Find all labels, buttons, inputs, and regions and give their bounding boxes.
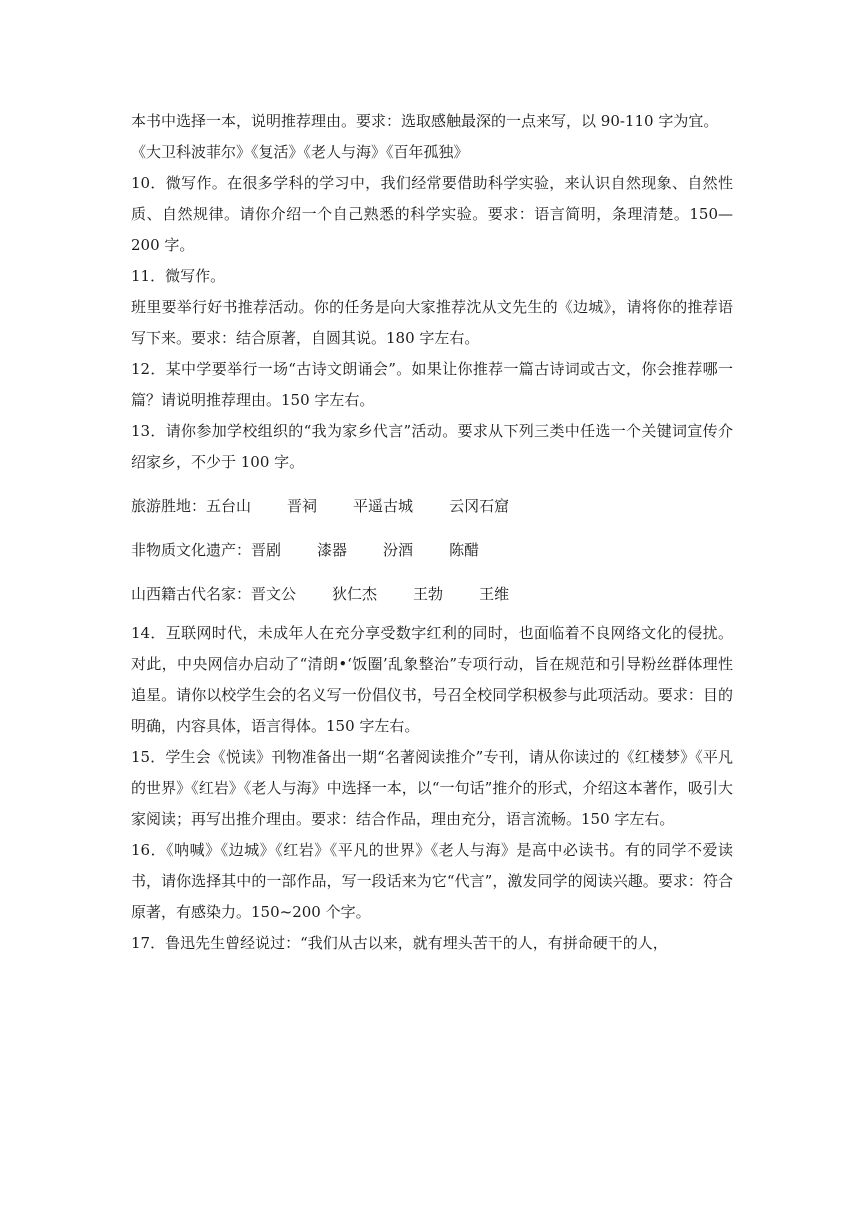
keyword: 陈醋 bbox=[449, 541, 480, 559]
book-list: 《大卫科波菲尔》《复活》《老人与海》《百年孤独》 bbox=[131, 143, 469, 161]
category-label: 旅游胜地： bbox=[131, 497, 207, 515]
category-tourism bbox=[131, 491, 733, 522]
question-11-title: 11．微写作。 bbox=[131, 267, 226, 285]
question-12: 12．某中学要举行一场“古诗文朗诵会”。如果让你推荐一篇古诗词或古文，你会推荐哪一篇？请说明推荐理由。150 字左右。 bbox=[131, 360, 733, 409]
keyword: 五台山 bbox=[206, 497, 252, 515]
category-label: 非物质文化遗产： bbox=[131, 541, 252, 559]
question-17: 17．鲁迅先生曾经说过：“我们从古以来，就有埋头苦干的人，有拼命硬干的人， bbox=[131, 934, 668, 952]
keyword: 晋文公 bbox=[251, 585, 297, 603]
category-famous-people bbox=[131, 579, 733, 610]
category-heritage bbox=[131, 535, 733, 566]
question-11-body: 班里要举行好书推荐活动。你的任务是向大家推荐沈从文先生的《边城》，请将你的推荐语写下来。要求：结合原著，自圆其说。180 字左右。 bbox=[131, 298, 733, 347]
keyword: 王勃 bbox=[413, 585, 444, 603]
keyword: 云冈石窟 bbox=[449, 497, 510, 515]
keyword: 汾酒 bbox=[383, 541, 414, 559]
keyword: 平遥古城 bbox=[353, 497, 414, 515]
keyword: 漆器 bbox=[317, 541, 348, 559]
document-page bbox=[131, 106, 733, 959]
category-label: 山西籍古代名家： bbox=[131, 585, 252, 603]
question-16: 16．《呐喊》《边城》《红岩》《平凡的世界》《老人与海》是高中必读书。有的同学不爱读书，请你选择其中的一部作品，写一段话来为它“代言”，激发同学的阅读兴趣。要求：符合原著，有感染力。150~200 个字。 bbox=[131, 841, 733, 921]
keyword: 晋祠 bbox=[287, 497, 318, 515]
question-15: 15．学生会《悦读》刊物准备出一期“名著阅读推介”专刊，请从你读过的《红楼梦》《平凡的世界》《红岩》《老人与海》中选择一本，以“一句话”推介的形式，介绍这本著作，吸引大家阅读；再写出推介理由。要求：结合作品，理由充分，语言流畅。150 字左右。 bbox=[131, 748, 733, 828]
question-10: 10．微写作。在很多学科的学习中，我们经常要借助科学实验，来认识自然现象、自然性质、自然规律。请你介绍一个自己熟悉的科学实验。要求：语言简明，条理清楚。150—200 字。 bbox=[131, 174, 733, 254]
keyword: 王维 bbox=[479, 585, 510, 603]
question-14: 14．互联网时代，未成年人在充分享受数字红利的同时，也面临着不良网络文化的侵扰。对此，中央网信办启动了“清朗•‘饭圈’乱象整治”专项行动，旨在规范和引导粉丝群体理性追星。请你以校学生会的名义写一份倡仪书，号召全校同学积极参与此项活动。要求：目的明确，内容具体，语言得体。150 字左右。 bbox=[131, 624, 733, 735]
keyword: 狄仁杰 bbox=[332, 585, 378, 603]
keyword: 晋剧 bbox=[251, 541, 282, 559]
question-13: 13．请你参加学校组织的“我为家乡代言”活动。要求从下列三类中任选一个关键词宣传介绍家乡，不少于 100 字。 bbox=[131, 422, 733, 471]
paragraph-intro: 本书中选择一本，说明推荐理由。要求：选取感触最深的一点来写，以 90-110 字为宜。 bbox=[131, 112, 719, 130]
